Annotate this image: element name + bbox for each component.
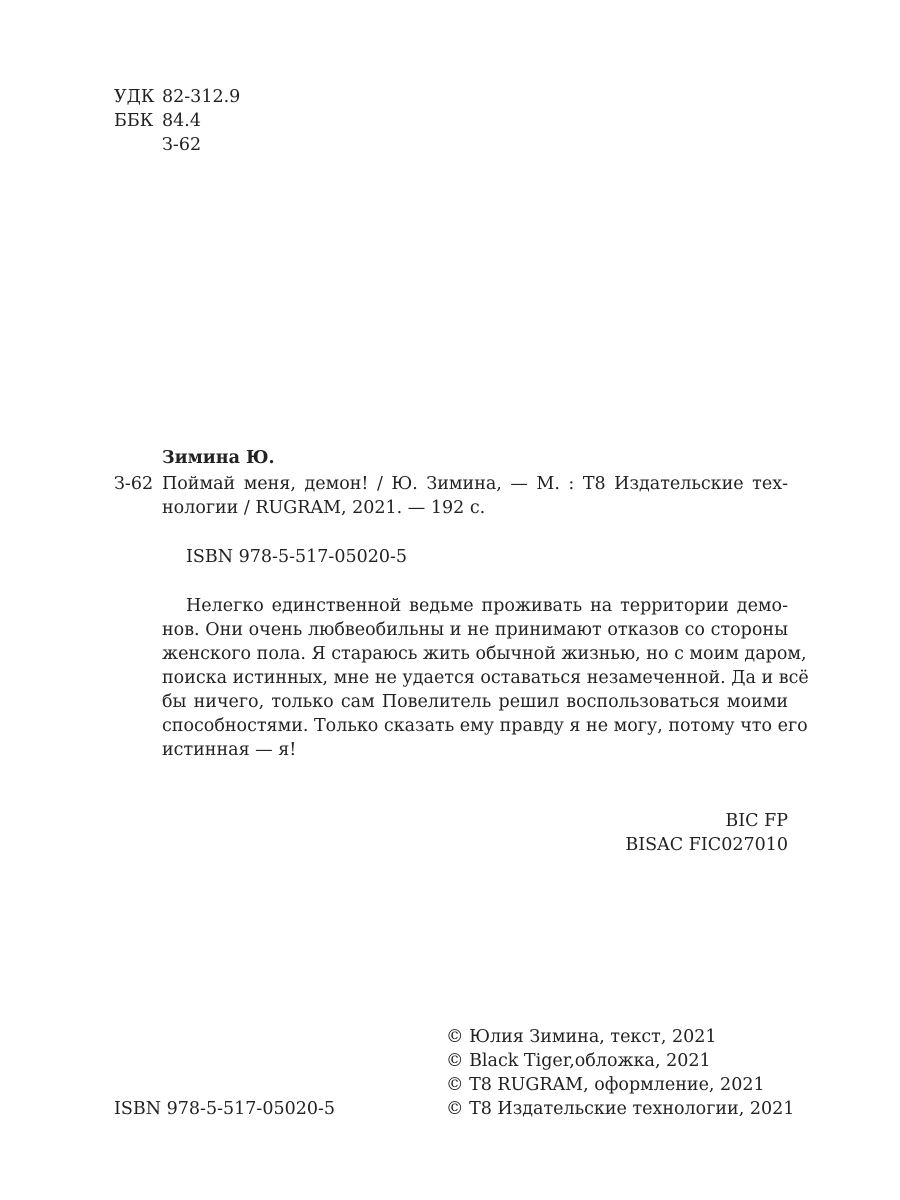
- index-code: З-62: [114, 474, 154, 494]
- annotation-line: поиска истинных, мне не удается оставаться незамеченной. Да и всё: [162, 668, 809, 688]
- copyright-line: © T8 Издательские технологии, 2021: [446, 1099, 795, 1119]
- annotation-line: женского пола. Я стараюсь жить обычной жизнью, но с моим даром,: [162, 644, 807, 664]
- annotation-line: бы ничего, только сам Повелитель решил воспользоваться моими: [162, 692, 788, 712]
- bbk-label: ББК: [114, 111, 154, 131]
- copyright-line: © Юлия Зимина, текст, 2021: [446, 1027, 717, 1047]
- udk-label: УДК: [114, 87, 155, 107]
- bbk-value: 84.4: [162, 111, 201, 131]
- annotation-line: нов. Они очень любвеобильны и не принимают отказов со стороны: [162, 620, 788, 640]
- annotation-line: истинная — я!: [162, 740, 297, 760]
- copyright-line: © Black Tiger,обложка, 2021: [446, 1051, 711, 1071]
- author-sign: З-62: [162, 135, 202, 155]
- author-heading: Зимина Ю.: [162, 448, 275, 468]
- annotation-line: Нелегко единственной ведьме проживать на территории демо-: [186, 596, 788, 616]
- copyright-line: © T8 RUGRAM, оформление, 2021: [446, 1075, 765, 1095]
- isbn-footer: ISBN 978-5-517-05020-5: [114, 1099, 336, 1119]
- bisac-code: BISAC FIC027010: [625, 835, 788, 855]
- annotation-line: способностями. Только сказать ему правду я не могу, потому что его: [162, 716, 808, 736]
- description-line: Поймай меня, демон! / Ю. Зимина, — М. : T8 Издательские тех-: [162, 474, 788, 494]
- description-line: нологии / RUGRAM, 2021. — 192 с.: [162, 498, 486, 518]
- udk-value: 82-312.9: [162, 87, 241, 107]
- isbn-record: ISBN 978-5-517-05020-5: [186, 547, 408, 567]
- bic-code: BIC FP: [725, 811, 788, 831]
